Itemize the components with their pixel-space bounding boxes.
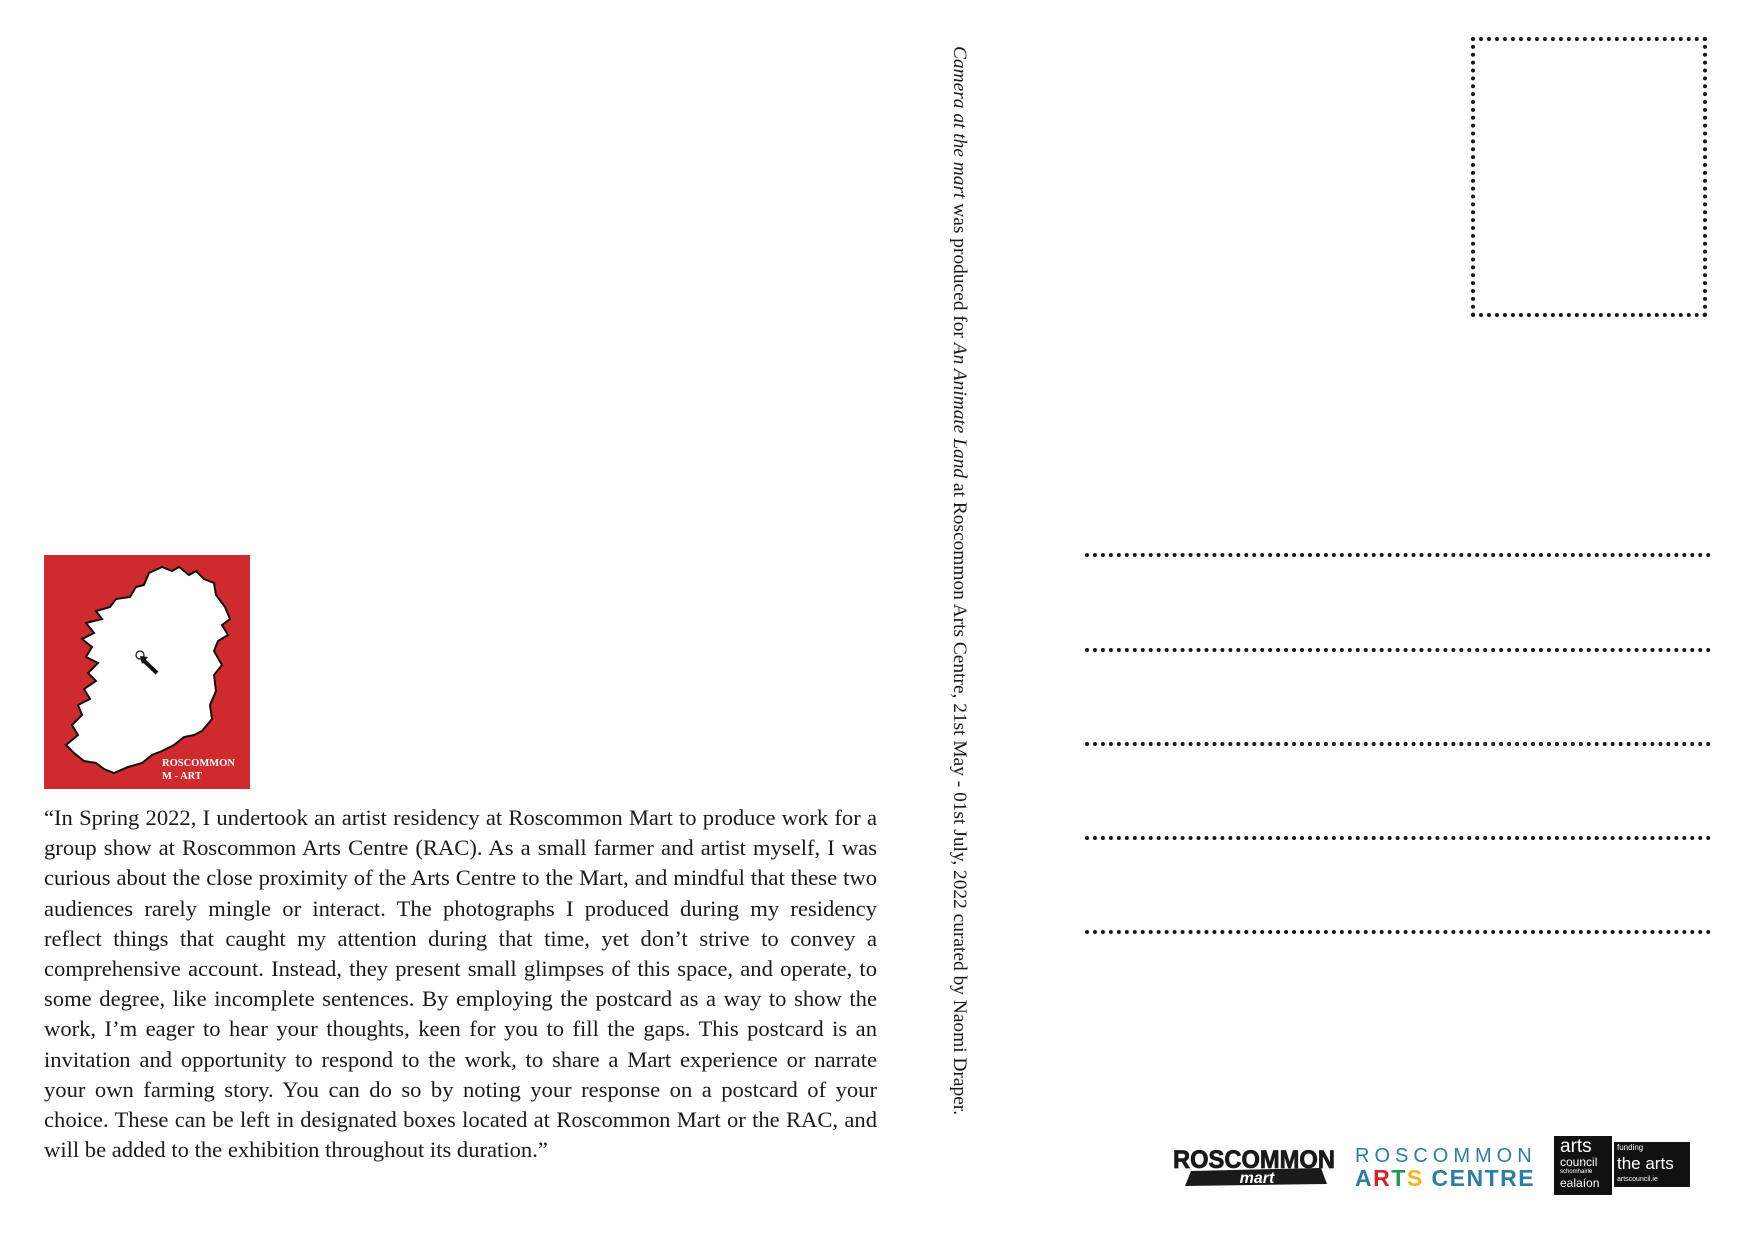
mart-logo-line1: ROSCOMMON <box>1173 1146 1335 1174</box>
roscommon-mart-logo <box>1171 1144 1338 1189</box>
ac-word-council: council <box>1560 1155 1598 1169</box>
mart-logo-line2: mart <box>1239 1170 1275 1187</box>
ac-the-arts: the arts <box>1617 1154 1674 1173</box>
credit-work-title: Camera at the mart <box>949 46 970 199</box>
address-line-3 <box>1085 742 1711 746</box>
roscommon-arts-centre-logo <box>1355 1145 1537 1191</box>
ireland-map-icon <box>44 555 250 789</box>
rac-logo-top: ROSCOMMON <box>1355 1145 1537 1167</box>
credit-text-1: was produced for <box>949 198 970 343</box>
rac-letter-a: A <box>1355 1165 1374 1191</box>
address-line-5 <box>1085 930 1711 934</box>
stamp-box <box>1471 37 1707 317</box>
rac-letter-r: R <box>1373 1165 1392 1191</box>
arts-council-logo <box>1554 1136 1690 1195</box>
credit-show-title: An Animate Land <box>949 342 970 479</box>
address-line-2 <box>1085 648 1711 652</box>
map-caption-line2: M - ART <box>162 771 202 782</box>
roscommon-mart-map-logo <box>44 555 250 789</box>
ac-word-arts: arts <box>1560 1136 1592 1157</box>
ac-url: artscouncil.ie <box>1617 1176 1658 1183</box>
ac-word-irish2: ealaíon <box>1560 1176 1600 1190</box>
rac-logo-bottom <box>1355 1165 1536 1191</box>
arts-council-block <box>1554 1136 1612 1195</box>
map-caption <box>162 757 248 783</box>
credit-text-2: at Roscommon Arts Centre, 21st May - 01st July, 2022 curated by Naomi Draper. <box>949 478 970 1116</box>
map-caption-line1: ROSCOMMON <box>162 758 235 769</box>
ac-word-irish1: schomhairle <box>1560 1169 1593 1175</box>
credit-line <box>944 46 974 1206</box>
credit-line-container <box>944 46 974 1206</box>
ac-funding: funding <box>1617 1143 1644 1152</box>
address-line-1 <box>1085 553 1711 557</box>
rac-letter-t: T <box>1391 1165 1407 1191</box>
address-line-4 <box>1085 836 1711 840</box>
funding-the-arts-block <box>1614 1142 1690 1187</box>
artist-statement: “In Spring 2022, I undertook an artist residency at Roscommon Mart to produce work for a group show at Roscommon Arts Centre (RAC). As a small farmer and artist myself, I was curious about the close proximity of the Arts Centre to the Mart, and mindful that these two audiences rarely mingle or interact. The photographs I produced during my residency reflect things that caught my attention during that time, yet don’t strive to convey a comprehensive account. Instead, they present small glimpses of this space, and operate, to some degree, like incomplete sentences. By employing the postcard as a way to show the work, I’m eager to hear your thoughts, keen for you to fill the gaps. This postcard is an invitation and opportunity to respond to the work, to share a Mart experience or narrate your own farming story. You can do so by noting your response on a postcard of your choice. These can be left in designated boxes located at Roscommon Mart or the RAC, and will be added to the exhibition throughout its duration.” <box>44 805 877 1163</box>
rac-word-centre: CENTRE <box>1423 1165 1536 1191</box>
rac-letter-s: S <box>1406 1165 1424 1191</box>
